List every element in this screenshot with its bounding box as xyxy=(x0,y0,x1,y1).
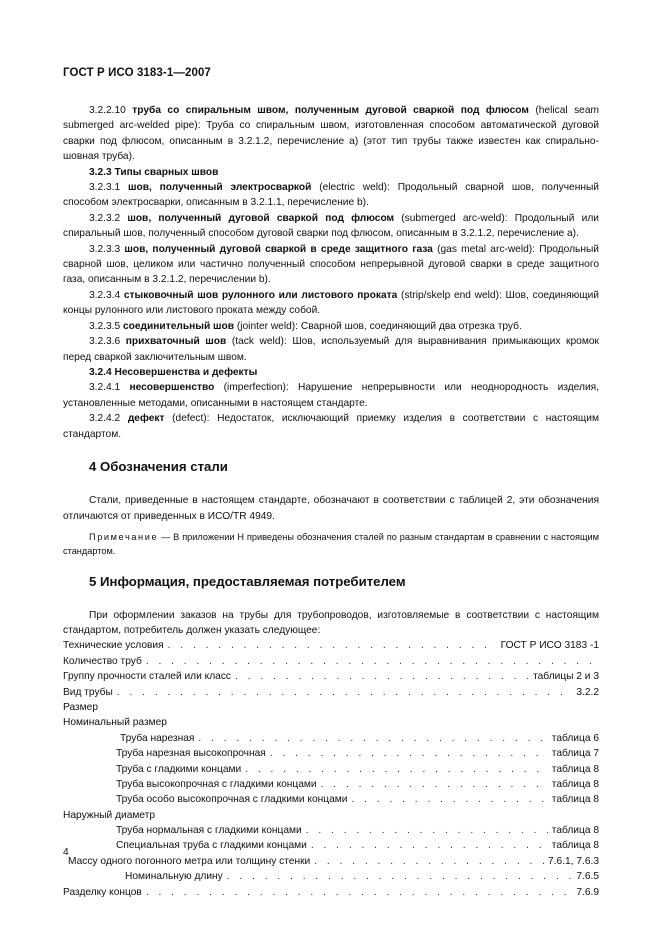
list-item: Вид трубы . . . 3.2.2 xyxy=(63,685,599,700)
list-item: Номинальную длину . . . 7.6.5 xyxy=(63,869,599,884)
list-item: Группу прочности сталей или класс . . . таблицы 2 и 3 xyxy=(63,669,599,684)
section-4-paragraph: Стали, приведенные в настоящем стандарте, обозначают в соответствии с таблицей 2, эти обозначения отличаются от приведенных в ИСО/TR 4949. xyxy=(63,495,599,522)
section-4-note: Примечание — В приложении Н приведены обозначения сталей по разным стандартам в сравнении с настоящим стандартом. xyxy=(63,532,599,557)
list-group-label: Номинальный размер xyxy=(63,717,167,729)
term-3-2-3-6: 3.2.3.6 прихваточный шов (tack weld): Шов, используемый для выравнивания примыкающих кромок перед сваркой заключительным швом. xyxy=(63,336,599,363)
term-3-2-3-2: 3.2.3.2 шов, полученный дуговой сваркой под флюсом (submerged arc-weld): Продольный или спиральный шов, полученный способом дуговой сварки под флюсом, описанным в 3.2.1.2, перечисление а). xyxy=(63,212,599,240)
term-3-2-3-4: 3.2.3.4 стыковочный шов рулонного или листового проката (strip/skelp end weld): Шов, соединяющий концы рулонного или листового проката между собой. xyxy=(63,289,599,317)
list-item: Специальная труба с гладкими концами . . . таблица 8 xyxy=(63,838,599,853)
list-item: Количество труб . . . xyxy=(63,654,599,669)
term-3-2-4-1: 3.2.4.1 несовершенство (imperfection): Нарушение непрерывности или неоднородность изделия, установленные методами, описанными в настоящем стандарте. xyxy=(63,382,599,409)
term-3-2-3-5: 3.2.3.5 соединительный шов (jointer weld): Сварной шов, соединяющий два отрезка труб. xyxy=(89,320,522,332)
subsection-heading-3-2-4: 3.2.4 Несовершенства и дефекты xyxy=(89,366,258,378)
list-item: Труба высокопрочная с гладкими концами . . . таблица 8 xyxy=(63,777,599,792)
list-item: Технические условия . . . ГОСТ Р ИСО 3183 -1 xyxy=(63,638,599,653)
term-3-2-3-3: 3.2.3.3 шов, полученный дуговой сваркой в среде защитного газа (gas metal arc-weld): Продольный сварной шов, целиком или частично полученный способом непрерывной дуговой сварки в среде защитного газа, описанным в 3.2.1.2, перечислении b). xyxy=(63,243,599,286)
list-group-label: Размер xyxy=(63,701,99,713)
section-4-title: 4 Обозначения стали xyxy=(89,458,228,474)
list-item: Разделку концов . . . 7.6.9 xyxy=(63,885,599,900)
term-3-2-3-1: 3.2.3.1 шов, полученный электросваркой (electric weld): Продольный сварной шов, полученный способом электросварки, описанным в 3.2.1.1, перечисление b). xyxy=(63,182,599,209)
list-group-label: Наружный диаметр xyxy=(63,809,156,821)
term-3-2-2-10: 3.2.2.10 труба со спиральным швом, полученным дуговой сваркой под флюсом (helical seam submerged arc-welded pipe): Труба со спиральным швом, изготовленная способом автоматической дуговой сварки под флюсом, описанным в 3.2.1.2, перечисление а) (этот тип трубы также известен как спирально-шовная труба). xyxy=(63,105,599,163)
list-item: Труба с гладкими концами . . . таблица 8 xyxy=(63,762,599,777)
section-5-intro: При оформлении заказов на трубы для трубопроводов, изготовляемые в соответствии с настоящим стандартом, потребитель должен указать следующее: xyxy=(63,609,599,636)
page-number: 4 xyxy=(63,847,69,858)
list-item: Труба нормальная с гладкими концами . . . таблица 8 xyxy=(63,823,599,838)
page-header: ГОСТ Р ИСО 3183-1—2007 xyxy=(63,67,211,79)
list-item: Труба нарезная . . . таблица 6 xyxy=(63,731,599,746)
document-body xyxy=(63,103,599,900)
list-item: Массу одного погонного метра или толщину стенки . . . 7.6.1, 7.6.3 xyxy=(63,854,599,869)
subsection-heading-3-2-3: 3.2.3 Типы сварных швов xyxy=(89,166,219,178)
list-item: Труба нарезная высокопрочная . . . таблица 7 xyxy=(63,746,599,761)
order-info-list xyxy=(63,638,599,900)
list-item: Труба особо высокопрочная с гладкими концами . . . таблица 8 xyxy=(63,792,599,807)
term-3-2-4-2: 3.2.4.2 дефект (defect): Недостаток, исключающий приемку изделия в соответствии с настоящим стандартом. xyxy=(63,413,599,440)
section-5-title: 5 Информация, предоставляемая потребителем xyxy=(89,574,406,590)
